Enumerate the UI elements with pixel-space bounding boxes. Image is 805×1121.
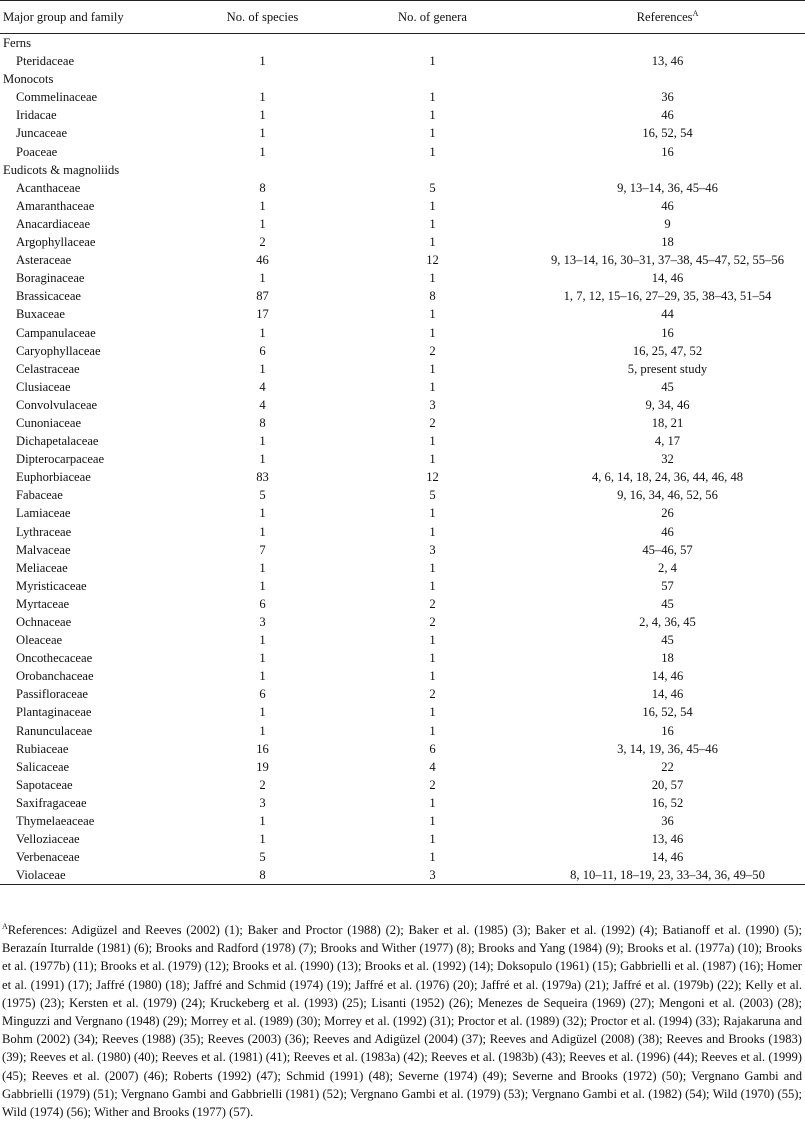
references-cell: 45	[661, 633, 674, 648]
references-cell: 13, 46	[651, 832, 684, 847]
references-cell: 9, 13–14, 16, 30–31, 37–38, 45–47, 52, 55–56	[551, 253, 784, 268]
species-count: 1	[259, 325, 266, 340]
species-count: 8	[259, 180, 266, 195]
references-cell: 16, 25, 47, 52	[632, 343, 703, 358]
table-row	[0, 215, 805, 233]
genera-count: 1	[429, 723, 436, 738]
species-count: 17	[256, 307, 269, 322]
family-name: Myrtaceae	[16, 596, 70, 611]
references-cell: 9	[664, 216, 671, 231]
genera-count: 1	[429, 669, 436, 684]
references-cell: 18	[661, 235, 674, 250]
references-cell: 22	[661, 759, 674, 774]
genera-count: 3	[429, 542, 436, 557]
table-row	[0, 52, 805, 70]
references-cell: 45	[661, 596, 674, 611]
table-row	[0, 251, 805, 269]
references-cell: 4, 17	[654, 434, 681, 449]
family-name: Velloziaceae	[16, 832, 80, 847]
family-name: Juncaceae	[16, 126, 68, 141]
genera-count: 1	[429, 795, 436, 810]
table-row	[0, 866, 805, 885]
references-cell: 9, 34, 46	[645, 397, 690, 412]
family-name: Lamiaceae	[16, 506, 71, 521]
header-references-marker: A	[692, 8, 699, 18]
references-cell: 2, 4	[658, 560, 677, 575]
genera-count: 1	[429, 560, 436, 575]
genera-count: 1	[429, 814, 436, 829]
references-cell: 46	[661, 198, 674, 213]
family-name: Saxifragaceae	[16, 795, 87, 810]
species-count: 6	[259, 596, 266, 611]
group-name: Eudicots & magnoliids	[3, 162, 120, 177]
genera-count: 3	[335, 866, 530, 885]
species-count: 1	[259, 705, 266, 720]
table-row	[0, 396, 805, 414]
species-count: 6	[259, 343, 266, 358]
family-name: Asteraceae	[16, 253, 72, 268]
family-name: Iridacae	[16, 108, 57, 123]
species-count: 16	[256, 741, 269, 756]
family-name: Oleaceae	[16, 633, 63, 648]
species-count: 1	[259, 524, 266, 539]
species-count: 1	[259, 814, 266, 829]
genera-count: 1	[429, 578, 436, 593]
family-name: Salicaceae	[16, 759, 70, 774]
species-count: 5	[259, 488, 266, 503]
header-references	[530, 1, 805, 34]
genera-count: 12	[426, 253, 439, 268]
genera-count: 8	[429, 289, 436, 304]
species-count: 4	[259, 379, 266, 394]
species-count: 1	[259, 452, 266, 467]
family-name: Convolvulaceae	[16, 397, 98, 412]
footnote-marker: A	[2, 922, 8, 931]
family-name: Dipterocarpaceae	[16, 452, 105, 467]
references-cell: 1, 7, 12, 15–16, 27–29, 35, 38–43, 51–54	[563, 289, 772, 304]
family-name: Campanulaceae	[16, 325, 96, 340]
species-count: 8	[259, 415, 266, 430]
table-row	[0, 830, 805, 848]
genera-count: 5	[429, 488, 436, 503]
genera-count: 1	[429, 271, 436, 286]
genera-count: 1	[429, 216, 436, 231]
species-count: 3	[259, 795, 266, 810]
header-references-label: References	[636, 9, 693, 24]
family-name: Meliaceae	[16, 560, 68, 575]
table-row	[0, 287, 805, 305]
family-name: Rubiaceae	[16, 741, 69, 756]
genera-count: 2	[429, 343, 436, 358]
family-name: Boraginaceae	[16, 271, 85, 286]
table-row	[0, 577, 805, 595]
references-cell: 36	[661, 814, 674, 829]
species-count: 87	[256, 289, 269, 304]
references-cell: 46	[661, 524, 674, 539]
species-count: 1	[259, 216, 266, 231]
genera-count: 12	[426, 470, 439, 485]
table-row	[0, 685, 805, 703]
references-cell: 45–46, 57	[642, 542, 693, 557]
references-cell: 8, 10–11, 18–19, 23, 33–34, 36, 49–50	[530, 866, 805, 885]
genera-count: 1	[429, 144, 436, 159]
references-cell: 16, 52	[651, 795, 684, 810]
references-cell: 16	[661, 723, 674, 738]
genera-count: 2	[429, 415, 436, 430]
table-header	[0, 1, 805, 34]
family-name: Cunoniaceae	[16, 415, 82, 430]
species-count: 1	[259, 651, 266, 666]
family-name: Celastraceae	[16, 361, 80, 376]
genera-count: 1	[429, 524, 436, 539]
references-cell: 9, 13–14, 36, 45–46	[617, 180, 718, 195]
references-cell: 46	[661, 108, 674, 123]
references-cell: 57	[661, 578, 674, 593]
family-name: Ochnaceae	[16, 615, 72, 629]
genera-count: 1	[429, 108, 436, 123]
family-name: Orobanchaceae	[16, 669, 94, 684]
references-cell: 4, 6, 14, 18, 24, 36, 44, 46, 48	[591, 470, 744, 485]
references-cell: 18, 21	[651, 415, 684, 430]
family-name: Dichapetalaceae	[16, 434, 99, 449]
table-row	[0, 468, 805, 486]
species-count: 46	[256, 253, 269, 268]
genera-count: 1	[429, 434, 436, 449]
species-count: 1	[259, 144, 266, 159]
species-count: 3	[259, 615, 266, 629]
family-name: Clusiaceae	[16, 379, 71, 394]
family-name: Verbenaceae	[16, 850, 80, 865]
genera-count: 1	[429, 705, 436, 720]
table-row	[0, 88, 805, 106]
references-cell: 45	[661, 379, 674, 394]
header-row	[0, 1, 805, 34]
genera-count: 1	[429, 379, 436, 394]
references-cell: 36	[661, 90, 674, 105]
species-count: 1	[259, 506, 266, 521]
table-row	[0, 504, 805, 522]
table-row	[0, 703, 805, 721]
references-cell: 26	[661, 506, 674, 521]
table-row	[0, 269, 805, 287]
references-cell: 32	[661, 452, 674, 467]
family-name: Plantaginaceae	[16, 705, 92, 720]
species-count: 83	[256, 470, 269, 485]
species-count: 1	[259, 560, 266, 575]
genera-count: 2	[429, 687, 436, 702]
table-row	[0, 848, 805, 866]
genera-count: 3	[429, 397, 436, 412]
species-count: 1	[259, 54, 266, 69]
table-row	[0, 179, 805, 197]
family-name: Malvaceae	[16, 542, 71, 557]
family-name: Commelinaceae	[16, 90, 98, 105]
species-count: 1	[259, 361, 266, 376]
genera-count: 6	[429, 741, 436, 756]
family-name: Violaceae	[0, 866, 190, 885]
table-row	[0, 613, 805, 631]
table-row	[0, 450, 805, 468]
species-count: 6	[259, 687, 266, 702]
references-cell: 16, 52, 54	[642, 126, 693, 141]
table-row	[0, 523, 805, 541]
table-row	[0, 305, 805, 323]
species-count: 1	[259, 832, 266, 847]
table-body	[0, 34, 805, 885]
genera-count: 1	[429, 54, 436, 69]
species-count: 19	[256, 759, 269, 774]
references-cell: 16, 52, 54	[642, 705, 693, 720]
genera-count: 1	[429, 198, 436, 213]
table-row	[0, 740, 805, 758]
group-row	[0, 34, 805, 53]
table-row	[0, 197, 805, 215]
table-row	[0, 486, 805, 504]
table-row	[0, 233, 805, 251]
species-count: 1	[259, 669, 266, 684]
family-name: Argophyllaceae	[16, 235, 96, 250]
species-count: 5	[259, 850, 266, 865]
header-species: No. of species	[226, 9, 299, 24]
references-cell: 9, 16, 34, 46, 52, 56	[617, 488, 718, 503]
table-row	[0, 649, 805, 667]
species-count: 1	[259, 434, 266, 449]
genera-count: 1	[429, 506, 436, 521]
species-count: 2	[259, 235, 266, 250]
references-cell: 18	[661, 651, 674, 666]
genera-count: 1	[429, 126, 436, 141]
family-name: Sapotaceae	[16, 777, 73, 792]
references-cell: 14, 46	[651, 687, 684, 702]
group-name: Ferns	[3, 36, 31, 50]
genera-count: 2	[429, 596, 436, 611]
species-count: 7	[259, 542, 266, 557]
genera-count: 1	[429, 452, 436, 467]
table-row	[0, 432, 805, 450]
species-count: 1	[259, 271, 266, 286]
genera-count: 5	[429, 180, 436, 195]
header-group-family: Major group and family	[3, 9, 124, 24]
genera-count: 1	[429, 307, 436, 322]
table-row	[0, 541, 805, 559]
family-name: Caryophyllaceae	[16, 343, 101, 358]
genera-count: 4	[429, 759, 436, 774]
table-row	[0, 758, 805, 776]
species-count: 1	[259, 198, 266, 213]
table-row	[0, 414, 805, 432]
family-name: Pteridaceae	[16, 54, 75, 69]
table-row	[0, 812, 805, 830]
table-row	[0, 106, 805, 124]
group-row	[0, 70, 805, 88]
family-name: Thymelaeaceae	[16, 814, 95, 829]
table-row	[0, 559, 805, 577]
genera-count: 1	[429, 850, 436, 865]
footnote-text: References: Adigüzel and Reeves (2002) (1); Baker and Proctor (1988) (2); Baker et al. (1985) (3); Baker et al. (1992) (4); Batianoff et al. (1990) (5); Berazaín Iturralde (1981) (6); Brooks and Radford (1978) (7); Brooks and Wither (1977) (8); Brooks and Yang (1984) (9); Brooks et al. (1977a) (10); Brooks et al. (1977b) (11); Brooks et al. (1979) (12); Brooks et al. (1990) (13); Brooks et al. (1992) (14); Doksopulo (1961) (15); Gabbrielli et al. (1987) (16); Homer et al. (1991) (17); Jaffré (1980) (18); Jaffré and Schmid (1974) (19); Jaffré et al. (1976) (20); Jaffré et al. (1979a) (21); Jaffré et al. (1979b) (22); Kelly et al. (1975) (23); Kersten et al. (1979) (24); Kruckeberg et al. (1993) (25); Lisanti (1952) (26); Menezes de Sequeira (1969) (27); Mengoni et al. (2003) (28); Minguzzi and Vergnano (1948) (29); Morrey et al. (1989) (30); Morrey et al. (1992) (31); Proctor et al. (1989) (32); Proctor et al. (1994) (33); Rajakaruna and Bohm (2002) (34); Reeves (1988) (35); Reeves (2003) (36); Reeves and Adigüzel (2004) (37); Reeves and Adigüzel (2008) (38); Reeves and Brooks (1983) (39); Reeves et al. (1980) (40); Reeves et al. (1981) (41); Reeves et al. (1983a) (42); Reeves et al. (1983b) (43); Reeves et al. (1996) (44); Reeves et al. (1999) (45); Reeves et al. (2007) (46); Roberts (1992) (47); Schmid (1991) (48); Severne (1974) (49); Severne and Brooks (1972) (50); Vergnano Gambi and Gabbrielli (1979) (51); Vergnano Gambi and Gabbrielli (1981) (52); Vergnano Gambi et al. (1979) (53); Vergnano Gambi et al. (1982) (54); Wild (1970) (55); Wild (1974) (56); Wither and Brooks (1977) (57).	[2, 923, 802, 1120]
genera-count: 2	[429, 615, 436, 629]
family-name: Amaranthaceae	[16, 198, 95, 213]
references-cell: 2, 4, 36, 45	[639, 615, 696, 629]
references-cell: 5, present study	[627, 361, 708, 376]
references-cell: 44	[661, 307, 674, 322]
references-cell: 14, 46	[651, 669, 684, 684]
species-count: 1	[259, 108, 266, 123]
header-genera: No. of genera	[398, 9, 467, 24]
species-count: 1	[259, 126, 266, 141]
species-count: 1	[259, 723, 266, 738]
group-row	[0, 161, 805, 179]
genera-count: 1	[429, 832, 436, 847]
table-row	[0, 360, 805, 378]
table-row	[0, 143, 805, 161]
genera-count: 1	[429, 633, 436, 648]
family-name: Ranunculaceae	[16, 723, 93, 738]
family-name: Acanthaceae	[16, 180, 81, 195]
species-count: 4	[259, 397, 266, 412]
species-count: 2	[259, 777, 266, 792]
genera-count: 2	[429, 777, 436, 792]
table-row	[0, 667, 805, 685]
family-name: Myristicaceae	[16, 578, 87, 593]
references-cell: 16	[661, 144, 674, 159]
family-name: Anacardiaceae	[16, 216, 91, 231]
species-count: 1	[259, 633, 266, 648]
family-name: Passifloraceae	[16, 687, 89, 702]
references-cell: 13, 46	[651, 54, 684, 69]
family-name: Euphorbiaceae	[16, 470, 91, 485]
genera-count: 1	[429, 361, 436, 376]
table-row	[0, 124, 805, 142]
family-name: Lythraceae	[16, 524, 72, 539]
table-row	[0, 342, 805, 360]
table-row	[0, 631, 805, 649]
family-name: Poaceae	[16, 144, 58, 159]
table-row	[0, 378, 805, 396]
species-count: 1	[259, 90, 266, 105]
references-cell: 20, 57	[651, 777, 684, 792]
references-cell: 3, 14, 19, 36, 45–46	[617, 741, 718, 756]
table-row	[0, 324, 805, 342]
family-name: Oncothecaceae	[16, 651, 93, 666]
references-cell: 14, 46	[651, 850, 684, 865]
genera-count: 1	[429, 325, 436, 340]
table-row	[0, 776, 805, 794]
family-name: Buxaceae	[16, 307, 65, 322]
references-cell: 16	[661, 325, 674, 340]
genera-count: 1	[429, 235, 436, 250]
family-name: Brassicaceae	[16, 289, 82, 304]
table-row	[0, 794, 805, 812]
species-count: 1	[259, 578, 266, 593]
table-row	[0, 722, 805, 740]
references-cell: 14, 46	[651, 271, 684, 286]
genera-count: 1	[429, 651, 436, 666]
family-name: Fabaceae	[16, 488, 63, 503]
references-footnote	[2, 921, 802, 1121]
species-count: 8	[190, 866, 335, 885]
table-row	[0, 595, 805, 613]
genera-count: 1	[429, 90, 436, 105]
group-name: Monocots	[3, 72, 54, 87]
